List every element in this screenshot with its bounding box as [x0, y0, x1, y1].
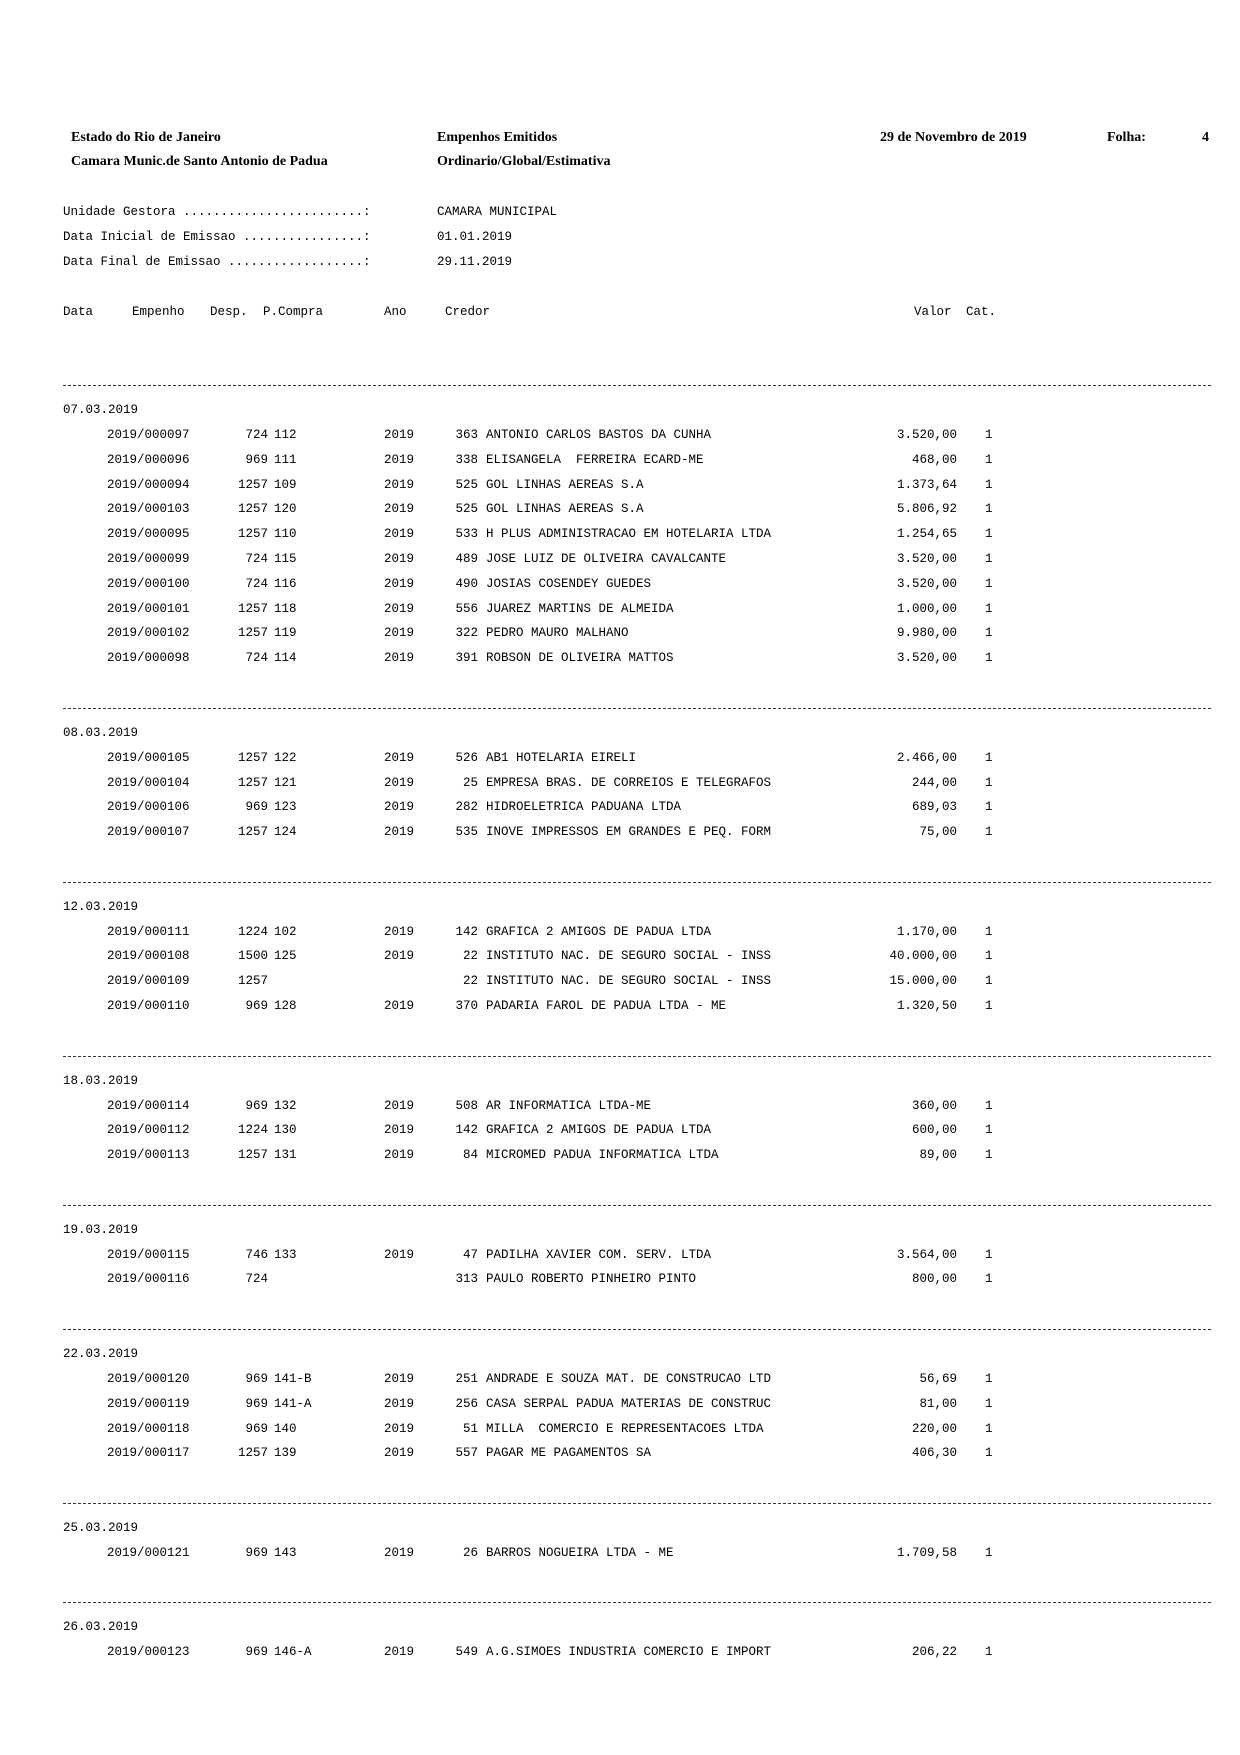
categoria: 1 — [985, 452, 993, 467]
despesa-code: 1257 — [237, 974, 268, 989]
credor-code: 363 — [455, 428, 478, 442]
categoria: 1 — [985, 1421, 993, 1436]
credor-code: 282 — [455, 800, 478, 815]
despesa-code: 1257 — [237, 477, 268, 492]
report-title: Empenhos Emitidos — [437, 130, 558, 145]
ano: 2019 — [384, 750, 415, 765]
categoria: 1 — [985, 651, 993, 666]
valor: 3.520,00 — [896, 651, 957, 666]
categoria: 1 — [985, 1247, 993, 1262]
ano: 2019 — [384, 601, 415, 616]
credor-name: ELISANGELA FERREIRA ECARD-ME — [486, 452, 704, 467]
empenho-number: 2019/000113 — [107, 1148, 190, 1163]
pedido-compra: 141-B — [274, 1371, 312, 1386]
credor-code: 535 — [455, 825, 478, 840]
group-date: 12.03.2019 — [63, 899, 139, 914]
categoria: 1 — [985, 1396, 993, 1411]
empenho-number: 2019/000094 — [107, 477, 190, 492]
credor-name: PAGAR ME PAGAMENTOS SA — [486, 1446, 652, 1461]
credor-name: GRAFICA 2 AMIGOS DE PADUA LTDA — [486, 924, 712, 939]
dashed-separator — [63, 385, 1211, 386]
categoria: 1 — [985, 1098, 993, 1113]
categoria: 1 — [985, 1545, 993, 1560]
table-row — [0, 552, 1240, 568]
table-row — [0, 602, 1240, 618]
col-header-credor: Credor — [445, 305, 491, 319]
credor-name: PADILHA XAVIER COM. SERV. LTDA — [486, 1247, 712, 1262]
categoria: 1 — [985, 775, 993, 790]
table-row — [0, 925, 1240, 941]
credor-name: PEDRO MAURO MALHANO — [486, 626, 629, 641]
table-row — [0, 825, 1240, 841]
ano: 2019 — [384, 800, 415, 815]
filter-value: CAMARA MUNICIPAL — [437, 205, 558, 219]
credor-name: HIDROELETRICA PADUANA LTDA — [486, 800, 682, 815]
table-row — [0, 626, 1240, 642]
valor: 220,00 — [911, 1421, 957, 1436]
credor-code: 142 — [455, 924, 478, 939]
ano: 2019 — [384, 1545, 415, 1560]
categoria: 1 — [985, 502, 993, 517]
empenho-number: 2019/000106 — [107, 800, 190, 815]
empenho-number: 2019/000104 — [107, 775, 190, 790]
dashed-separator — [63, 1056, 1211, 1057]
credor-name: AR INFORMATICA LTDA-ME — [486, 1098, 652, 1113]
despesa-code: 1257 — [237, 527, 268, 542]
col-header-desp: Desp. — [210, 305, 248, 319]
empenho-number: 2019/000114 — [107, 1098, 190, 1113]
credor-code: 490 — [455, 576, 478, 591]
valor: 3.564,00 — [896, 1247, 957, 1262]
report-subtitle: Ordinario/Global/Estimativa — [437, 154, 611, 169]
ano: 2019 — [384, 552, 415, 566]
ano: 2019 — [384, 1123, 415, 1138]
group-date: 19.03.2019 — [63, 1222, 139, 1237]
pedido-compra: 112 — [274, 428, 297, 442]
credor-code: 256 — [455, 1396, 478, 1411]
valor: 15.000,00 — [889, 974, 957, 989]
table-row — [0, 1397, 1240, 1413]
dashed-separator — [63, 1205, 1211, 1206]
despesa-code: 724 — [245, 552, 268, 566]
pedido-compra: 109 — [274, 477, 297, 492]
despesa-code: 1224 — [237, 1123, 268, 1138]
despesa-code: 1257 — [237, 502, 268, 517]
credor-name: INSTITUTO NAC. DE SEGURO SOCIAL - INSS — [486, 949, 772, 964]
despesa-code: 1224 — [237, 924, 268, 939]
pedido-compra: 146-A — [274, 1645, 312, 1660]
pedido-compra: 143 — [274, 1545, 297, 1560]
empenho-number: 2019/000102 — [107, 626, 190, 641]
despesa-code: 724 — [245, 576, 268, 591]
group-date: 18.03.2019 — [63, 1073, 139, 1088]
credor-name: ROBSON DE OLIVEIRA MATTOS — [486, 651, 674, 666]
col-header-data: Data — [63, 305, 94, 319]
pedido-compra: 140 — [274, 1421, 297, 1436]
dashed-separator — [63, 1329, 1211, 1330]
categoria: 1 — [985, 428, 993, 442]
ano: 2019 — [384, 502, 415, 517]
ano: 2019 — [384, 949, 415, 964]
dashed-separator — [63, 882, 1211, 883]
valor: 360,00 — [911, 1098, 957, 1113]
pedido-compra: 125 — [274, 949, 297, 964]
group-date: 26.03.2019 — [63, 1620, 139, 1635]
valor: 3.520,00 — [896, 428, 957, 442]
despesa-code: 1257 — [237, 601, 268, 616]
credor-name: GRAFICA 2 AMIGOS DE PADUA LTDA — [486, 1123, 712, 1138]
credor-name: ANDRADE E SOUZA MAT. DE CONSTRUCAO LTD — [486, 1371, 772, 1386]
pedido-compra: 132 — [274, 1098, 297, 1113]
credor-code: 526 — [455, 750, 478, 765]
empenho-number: 2019/000097 — [107, 428, 190, 442]
categoria: 1 — [985, 974, 993, 989]
credor-code: 338 — [455, 452, 478, 467]
pedido-compra: 115 — [274, 552, 297, 566]
table-row — [0, 1372, 1240, 1388]
filter-label: Data Final de Emissao ..................: — [63, 255, 371, 269]
ano: 2019 — [384, 1148, 415, 1163]
credor-code: 370 — [455, 999, 478, 1013]
empenho-number: 2019/000105 — [107, 750, 190, 765]
despesa-code: 724 — [245, 428, 268, 442]
pedido-compra: 110 — [274, 527, 297, 542]
table-row — [0, 949, 1240, 965]
despesa-code: 969 — [245, 1371, 268, 1386]
credor-name: INSTITUTO NAC. DE SEGURO SOCIAL - INSS — [486, 974, 772, 989]
despesa-code: 1257 — [237, 775, 268, 790]
table-row — [0, 1248, 1240, 1264]
table-row — [0, 800, 1240, 816]
categoria: 1 — [985, 1272, 993, 1287]
table-row — [0, 751, 1240, 767]
categoria: 1 — [985, 1148, 993, 1163]
ano: 2019 — [384, 477, 415, 492]
credor-name: JOSIAS COSENDEY GUEDES — [486, 576, 652, 591]
credor-code: 525 — [455, 477, 478, 492]
categoria: 1 — [985, 1123, 993, 1138]
valor: 468,00 — [911, 452, 957, 467]
credor-name: ANTONIO CARLOS BASTOS DA CUNHA — [486, 428, 712, 442]
table-row — [0, 453, 1240, 469]
pedido-compra: 128 — [274, 999, 297, 1013]
categoria: 1 — [985, 1446, 993, 1461]
credor-code: 26 — [462, 1545, 478, 1560]
empenho-number: 2019/000123 — [107, 1645, 190, 1660]
empenho-number: 2019/000098 — [107, 651, 190, 666]
table-row — [0, 651, 1240, 667]
valor: 1.373,64 — [896, 477, 957, 492]
despesa-code: 724 — [245, 651, 268, 666]
empenho-number: 2019/000119 — [107, 1396, 190, 1411]
group-date: 22.03.2019 — [63, 1346, 139, 1361]
col-header-cat: Cat. — [966, 305, 997, 319]
table-row — [0, 527, 1240, 543]
credor-code: 322 — [455, 626, 478, 641]
table-row — [0, 1272, 1240, 1288]
credor-code: 489 — [455, 552, 478, 566]
valor: 3.520,00 — [896, 576, 957, 591]
credor-name: JOSE LUIZ DE OLIVEIRA CAVALCANTE — [486, 552, 727, 566]
pedido-compra: 131 — [274, 1148, 297, 1163]
valor: 2.466,00 — [896, 750, 957, 765]
despesa-code: 746 — [245, 1247, 268, 1262]
despesa-code: 969 — [245, 1545, 268, 1560]
filter-value: 01.01.2019 — [437, 230, 513, 244]
empenho-number: 2019/000101 — [107, 601, 190, 616]
credor-code: 22 — [462, 974, 478, 989]
valor: 3.520,00 — [896, 552, 957, 566]
empenho-number: 2019/000103 — [107, 502, 190, 517]
ano: 2019 — [384, 1098, 415, 1113]
valor: 1.000,00 — [896, 601, 957, 616]
pedido-compra: 133 — [274, 1247, 297, 1262]
col-header-ano: Ano — [384, 305, 407, 319]
pedido-compra: 123 — [274, 800, 297, 815]
credor-code: 313 — [455, 1272, 478, 1287]
group-date: 08.03.2019 — [63, 725, 139, 740]
categoria: 1 — [985, 949, 993, 964]
col-header-pcompra: P.Compra — [263, 305, 324, 319]
pedido-compra: 130 — [274, 1123, 297, 1138]
empenho-number: 2019/000111 — [107, 924, 190, 939]
ano: 2019 — [384, 1446, 415, 1461]
table-row — [0, 999, 1240, 1015]
empenho-number: 2019/000096 — [107, 452, 190, 467]
empenho-number: 2019/000117 — [107, 1446, 190, 1461]
categoria: 1 — [985, 750, 993, 765]
ano: 2019 — [384, 999, 415, 1013]
valor: 89,00 — [919, 1148, 957, 1163]
table-row — [0, 1546, 1240, 1562]
ano: 2019 — [384, 825, 415, 840]
dashed-separator — [63, 1602, 1211, 1603]
col-header-empenho: Empenho — [132, 305, 185, 319]
credor-code: 556 — [455, 601, 478, 616]
empenho-number: 2019/000107 — [107, 825, 190, 840]
credor-code: 84 — [462, 1148, 478, 1163]
table-row — [0, 1645, 1240, 1661]
ano: 2019 — [384, 428, 415, 442]
categoria: 1 — [985, 477, 993, 492]
table-row — [0, 1099, 1240, 1115]
empenho-number: 2019/000100 — [107, 576, 190, 591]
table-row — [0, 502, 1240, 518]
credor-name: GOL LINHAS AEREAS S.A — [486, 502, 644, 517]
ano: 2019 — [384, 626, 415, 641]
credor-name: INOVE IMPRESSOS EM GRANDES E PEQ. FORM — [486, 825, 772, 840]
credor-name: GOL LINHAS AEREAS S.A — [486, 477, 644, 492]
folha-number: 4 — [1202, 130, 1209, 145]
table-row — [0, 1148, 1240, 1164]
despesa-code: 1500 — [237, 949, 268, 964]
empenho-number: 2019/000099 — [107, 552, 190, 566]
table-row — [0, 478, 1240, 494]
pedido-compra: 102 — [274, 924, 297, 939]
credor-code: 549 — [455, 1645, 478, 1660]
ano: 2019 — [384, 924, 415, 939]
categoria: 1 — [985, 527, 993, 542]
categoria: 1 — [985, 825, 993, 840]
folha-label: Folha: — [1107, 130, 1146, 145]
valor: 406,30 — [911, 1446, 957, 1461]
ano: 2019 — [384, 1396, 415, 1411]
pedido-compra: 124 — [274, 825, 297, 840]
credor-name: A.G.SIMOES INDUSTRIA COMERCIO E IMPORT — [486, 1645, 772, 1660]
ano: 2019 — [384, 452, 415, 467]
valor: 600,00 — [911, 1123, 957, 1138]
despesa-code: 969 — [245, 1396, 268, 1411]
valor: 206,22 — [911, 1645, 957, 1660]
categoria: 1 — [985, 1645, 993, 1660]
empenho-number: 2019/000118 — [107, 1421, 190, 1436]
dashed-separator — [63, 708, 1211, 709]
valor: 9.980,00 — [896, 626, 957, 641]
credor-name: MICROMED PADUA INFORMATICA LTDA — [486, 1148, 719, 1163]
pedido-compra: 122 — [274, 750, 297, 765]
ano: 2019 — [384, 1371, 415, 1386]
categoria: 1 — [985, 601, 993, 616]
valor: 1.254,65 — [896, 527, 957, 542]
despesa-code: 1257 — [237, 1148, 268, 1163]
despesa-code: 724 — [245, 1272, 268, 1287]
credor-name: AB1 HOTELARIA EIRELI — [486, 750, 637, 765]
valor: 689,03 — [911, 800, 957, 815]
pedido-compra: 118 — [274, 601, 297, 616]
valor: 56,69 — [919, 1371, 957, 1386]
categoria: 1 — [985, 576, 993, 591]
despesa-code: 1257 — [237, 1446, 268, 1461]
credor-code: 557 — [455, 1446, 478, 1461]
despesa-code: 1257 — [237, 750, 268, 765]
ano: 2019 — [384, 576, 415, 591]
filter-value: 29.11.2019 — [437, 255, 513, 269]
ano: 2019 — [384, 651, 415, 666]
valor: 81,00 — [919, 1396, 957, 1411]
categoria: 1 — [985, 999, 993, 1013]
empenho-number: 2019/000110 — [107, 999, 190, 1013]
despesa-code: 969 — [245, 1421, 268, 1436]
table-row — [0, 776, 1240, 792]
despesa-code: 969 — [245, 1645, 268, 1660]
despesa-code: 969 — [245, 800, 268, 815]
credor-name: MILLA COMERCIO E REPRESENTACOES LTDA — [486, 1421, 764, 1436]
pedido-compra: 116 — [274, 576, 297, 591]
valor: 5.806,92 — [896, 502, 957, 517]
empenho-number: 2019/000121 — [107, 1545, 190, 1560]
credor-code: 25 — [462, 775, 478, 790]
empenho-number: 2019/000108 — [107, 949, 190, 964]
table-row — [0, 577, 1240, 593]
credor-code: 251 — [455, 1371, 478, 1386]
categoria: 1 — [985, 1371, 993, 1386]
credor-code: 533 — [455, 527, 478, 542]
credor-code: 47 — [462, 1247, 478, 1262]
header-state: Estado do Rio de Janeiro — [71, 130, 221, 145]
credor-name: EMPRESA BRAS. DE CORREIOS E TELEGRAFOS — [486, 775, 772, 790]
credor-name: BARROS NOGUEIRA LTDA - ME — [486, 1545, 674, 1560]
categoria: 1 — [985, 924, 993, 939]
categoria: 1 — [985, 552, 993, 566]
credor-name: JUAREZ MARTINS DE ALMEIDA — [486, 601, 674, 616]
credor-code: 22 — [462, 949, 478, 964]
pedido-compra: 120 — [274, 502, 297, 517]
valor: 800,00 — [911, 1272, 957, 1287]
group-date: 25.03.2019 — [63, 1520, 139, 1535]
credor-code: 391 — [455, 651, 478, 666]
credor-name: PAULO ROBERTO PINHEIRO PINTO — [486, 1272, 697, 1287]
valor: 244,00 — [911, 775, 957, 790]
categoria: 1 — [985, 626, 993, 641]
categoria: 1 — [985, 800, 993, 815]
dashed-separator — [63, 1503, 1211, 1504]
col-header-valor: Valor — [914, 305, 952, 319]
empenho-number: 2019/000095 — [107, 527, 190, 542]
credor-name: PADARIA FAROL DE PADUA LTDA - ME — [486, 999, 727, 1013]
ano: 2019 — [384, 1247, 415, 1262]
despesa-code: 969 — [245, 999, 268, 1013]
pedido-compra: 141-A — [274, 1396, 312, 1411]
table-row — [0, 1422, 1240, 1438]
pedido-compra: 121 — [274, 775, 297, 790]
header-entity: Camara Munic.de Santo Antonio de Padua — [71, 154, 328, 169]
valor: 40.000,00 — [889, 949, 957, 964]
ano: 2019 — [384, 1645, 415, 1660]
credor-code: 508 — [455, 1098, 478, 1113]
despesa-code: 1257 — [237, 825, 268, 840]
empenho-number: 2019/000120 — [107, 1371, 190, 1386]
pedido-compra: 119 — [274, 626, 297, 641]
valor: 75,00 — [919, 825, 957, 840]
pedido-compra: 111 — [274, 452, 297, 467]
filter-label: Unidade Gestora ........................: — [63, 205, 371, 219]
ano: 2019 — [384, 1421, 415, 1436]
valor: 1.170,00 — [896, 924, 957, 939]
despesa-code: 969 — [245, 1098, 268, 1113]
despesa-code: 969 — [245, 452, 268, 467]
empenho-number: 2019/000109 — [107, 974, 190, 989]
report-date: 29 de Novembro de 2019 — [880, 130, 1027, 145]
valor: 1.320,50 — [896, 999, 957, 1013]
table-row — [0, 1446, 1240, 1462]
credor-code: 525 — [455, 502, 478, 517]
empenho-number: 2019/000116 — [107, 1272, 190, 1287]
credor-code: 51 — [462, 1421, 478, 1436]
credor-name: CASA SERPAL PADUA MATERIAS DE CONSTRUC — [486, 1396, 772, 1411]
ano: 2019 — [384, 527, 415, 542]
pedido-compra: 114 — [274, 651, 297, 666]
table-row — [0, 428, 1240, 444]
filter-label: Data Inicial de Emissao ................: — [63, 230, 371, 244]
table-row — [0, 1123, 1240, 1139]
credor-code: 142 — [455, 1123, 478, 1138]
empenho-number: 2019/000115 — [107, 1247, 190, 1262]
despesa-code: 1257 — [237, 626, 268, 641]
valor: 1.709,58 — [896, 1545, 957, 1560]
group-date: 07.03.2019 — [63, 403, 139, 417]
empenho-number: 2019/000112 — [107, 1123, 190, 1138]
pedido-compra: 139 — [274, 1446, 297, 1461]
credor-name: H PLUS ADMINISTRACAO EM HOTELARIA LTDA — [486, 527, 772, 542]
ano: 2019 — [384, 775, 415, 790]
table-row — [0, 974, 1240, 990]
